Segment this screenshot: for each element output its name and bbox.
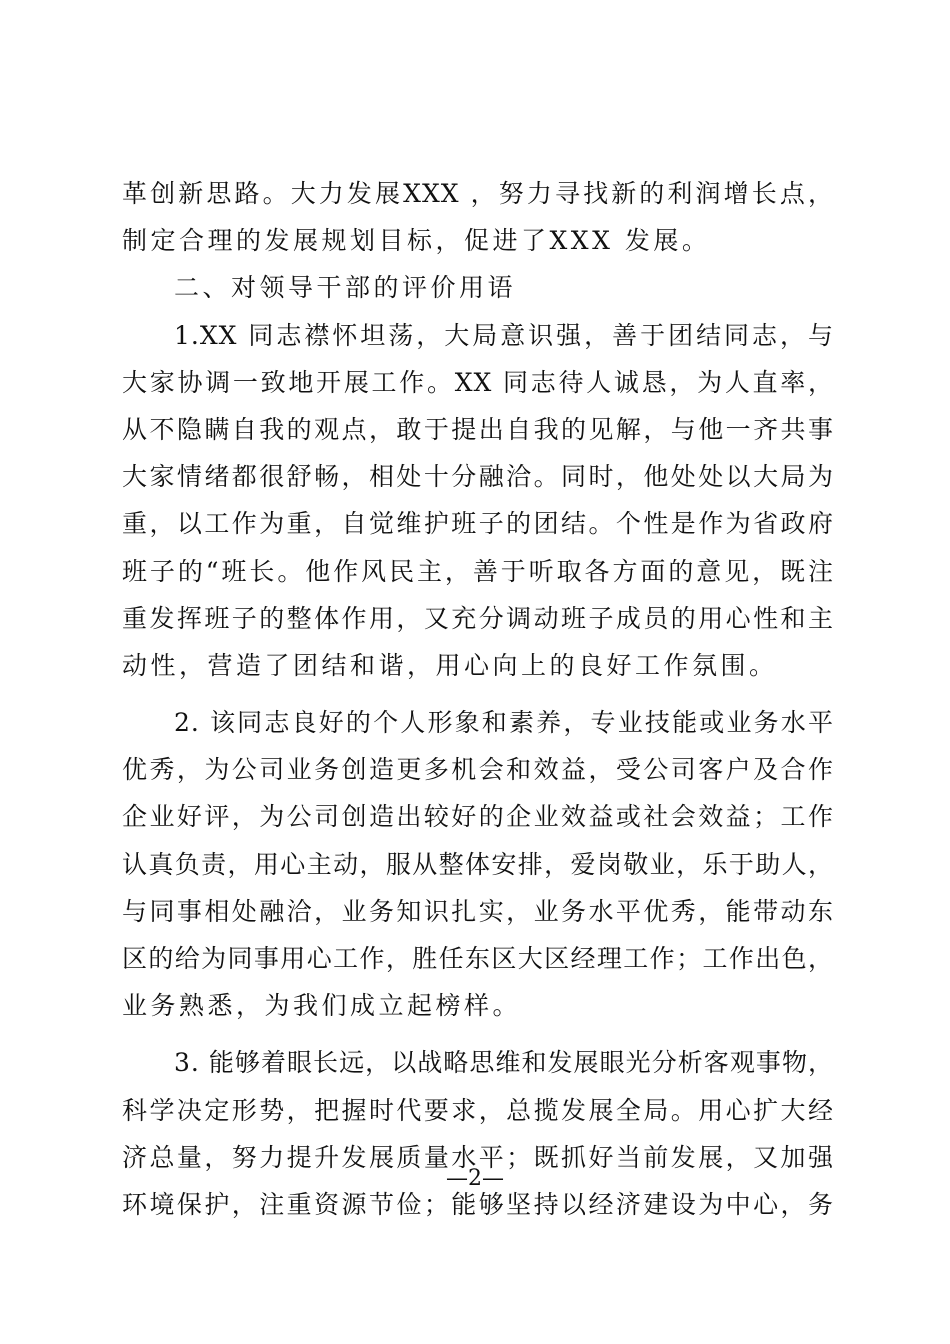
text-line: 重发挥班子的整体作用，又充分调动班子成员的用心性和主 bbox=[122, 603, 834, 633]
text-line: 制定合理的发展规划目标，促进了XXX 发展。 bbox=[122, 226, 711, 256]
text-line: 从不隐瞒自我的观点，敢于提出自我的见解，与他一齐共事 bbox=[122, 414, 834, 444]
body-text bbox=[122, 170, 834, 1228]
page-number: —2— bbox=[446, 1166, 504, 1191]
text-line: 大家情绪都很舒畅，相处十分融洽。同时，他处处以大局为 bbox=[122, 462, 834, 492]
text-line: 1.XX 同志襟怀坦荡，大局意识强，善于团结同志，与 bbox=[174, 320, 834, 350]
text-line: 动性，营造了团结和谐，用心向上的良好工作氛围。 bbox=[122, 650, 778, 680]
text-line: 大家协调一致地开展工作。XX 同志待人诚恳，为人直率， bbox=[122, 367, 834, 397]
text-line: 区的给为同事用心工作，胜任东区大区经理工作；工作出色， bbox=[122, 944, 834, 973]
paragraph-gap bbox=[122, 689, 834, 699]
text-line: 重，以工作为重，自觉维护班子的团结。个性是作为省政府 bbox=[122, 509, 834, 539]
text-line: 科学决定形势，把握时代要求，总揽发展全局。用心扩大经 bbox=[122, 1095, 834, 1125]
section-heading: 二、对领导干部的评价用语 bbox=[174, 273, 517, 303]
text-line: 认真负责，用心主动，服从整体安排，爱岗敬业，乐于助人， bbox=[122, 849, 834, 879]
text-line: 济总量，努力提升发展质量水平；既抓好当前发展，又加强 bbox=[122, 1142, 834, 1172]
text-line: 环境保护，注重资源节俭；能够坚持以经济建设为中心，务 bbox=[122, 1189, 834, 1219]
text-line: 优秀，为公司业务创造更多机会和效益，受公司客户及合作 bbox=[122, 755, 834, 785]
paragraph-gap bbox=[122, 1029, 834, 1039]
text-line: 业务熟悉，为我们成立起榜样。 bbox=[122, 991, 522, 1021]
text-line: 班子的“班长。他作风民主，善于听取各方面的意见，既注 bbox=[122, 556, 834, 586]
text-line: 3. 能够着眼长远，以战略思维和发展眼光分析客观事物， bbox=[174, 1048, 834, 1078]
text-line: 2. 该同志良好的个人形象和素养，专业技能或业务水平 bbox=[174, 708, 834, 738]
text-line: 革创新思路。大力发展XXX ，努力寻找新的利润增长点， bbox=[122, 179, 834, 208]
text-line: 企业好评，为公司创造出较好的企业效益或社会效益；工作 bbox=[122, 802, 834, 832]
text-line: 与同事相处融洽，业务知识扎实，业务水平优秀，能带动东 bbox=[122, 896, 834, 926]
